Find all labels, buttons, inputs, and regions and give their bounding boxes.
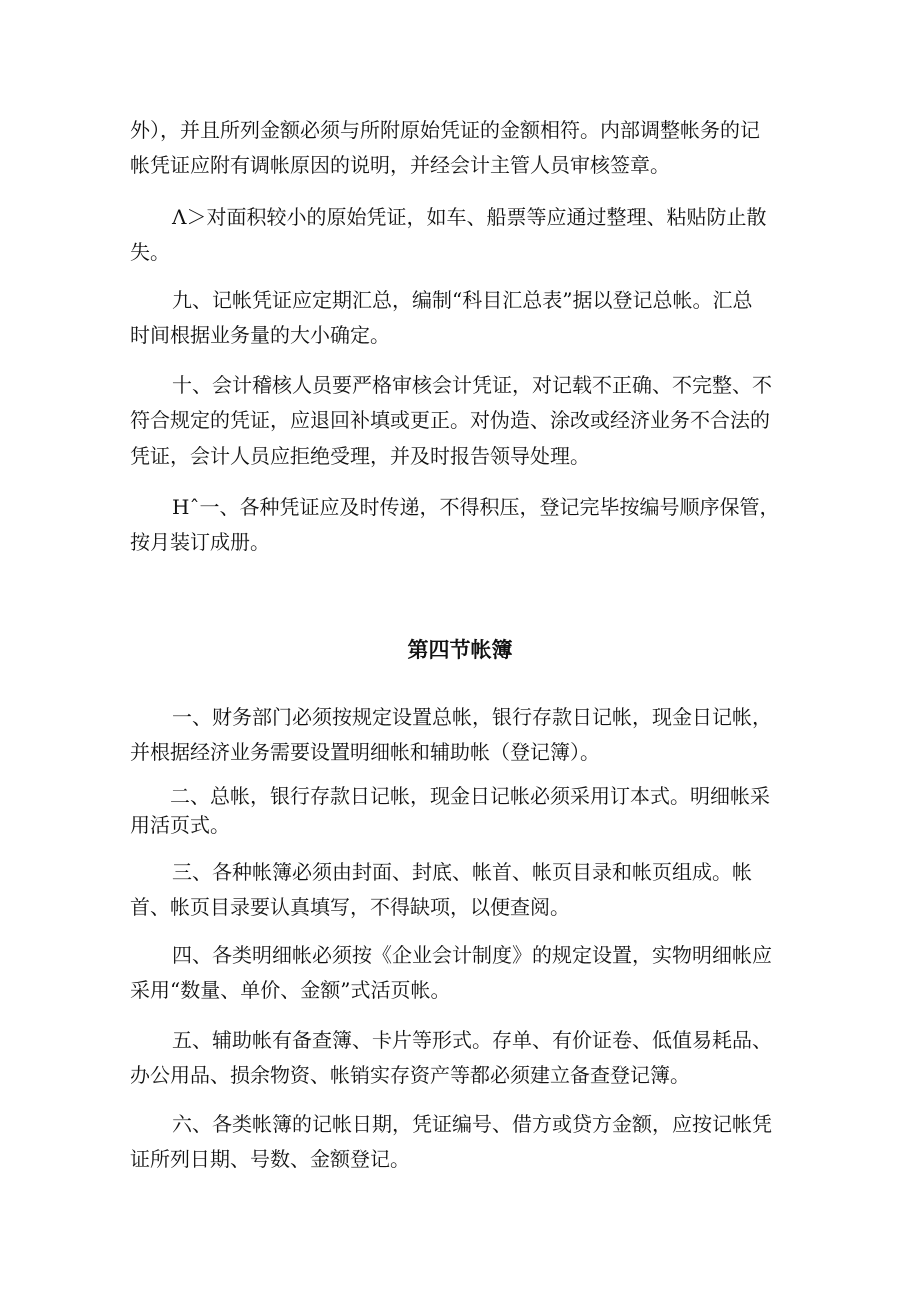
paragraph-line: 办公用品、损余物资、帐销实存资产等都必须建立备查登记簿。 bbox=[130, 1063, 690, 1087]
paragraph-line: 证所列日期、号数、金额登记。 bbox=[130, 1147, 410, 1171]
paragraph-line: 首、帐页目录要认真填写，不得缺项，以便查阅。 bbox=[130, 895, 570, 919]
paragraph-line: 用活页式。 bbox=[130, 813, 230, 837]
paragraph-line: 二、总帐，银行存款日记帐，现金日记帐必须采用订本式。明细帐采 bbox=[170, 784, 770, 808]
paragraph-line: Hˆ一、各种凭证应及时传递，不得积压，登记完毕按编号顺序保管， bbox=[172, 495, 780, 519]
paragraph-line: 符合规定的凭证，应退回补填或更正。对伪造、涂改或经济业务不合法的 bbox=[130, 408, 770, 432]
paragraph-line: 并根据经济业务需要设置明细帐和辅助帐（登记簿）。 bbox=[130, 740, 600, 764]
paragraph-line: 失。 bbox=[130, 240, 170, 264]
paragraph-line: 六、各类帐簿的记帐日期，凭证编号、借方或贷方金额，应按记帐凭 bbox=[172, 1112, 772, 1136]
paragraph-line: 外），并且所列金额必须与所附原始凭证的金额相符。内部调整帐务的记 bbox=[130, 118, 760, 142]
paragraph-line: 四、各类明细帐必须按《企业会计制度》的规定设置，实物明细帐应 bbox=[172, 943, 772, 967]
paragraph-line: 五、辅助帐有备查簿、卡片等形式。存单、有价证卷、低值易耗品、 bbox=[172, 1028, 772, 1052]
paragraph-line: 帐凭证应附有调帐原因的说明，并经会计主管人员审核签章。 bbox=[130, 153, 670, 177]
paragraph-line: 九、记帐凭证应定期汇总，编制“科目汇总表”据以登记总帐。汇总 bbox=[172, 288, 753, 312]
paragraph-line: Λ＞对面积较小的原始凭证，如车、船票等应通过整理、粘贴防止散 bbox=[172, 205, 767, 229]
paragraph-line: 采用“数量、单价、金额”式活页帐。 bbox=[130, 978, 451, 1002]
paragraph-line: 凭证，会计人员应拒绝受理，并及时报告领导处理。 bbox=[130, 444, 590, 468]
paragraph-line: 一、财务部门必须按规定设置总帐，银行存款日记帐，现金日记帐， bbox=[172, 705, 772, 729]
paragraph-line: 三、各种帐簿必须由封面、封底、帐首、帐页目录和帐页组成。帐 bbox=[172, 860, 752, 884]
paragraph-line: 时间根据业务量的大小确定。 bbox=[130, 323, 390, 347]
paragraph-line: 十、会计稽核人员要严格审核会计凭证，对记载不正确、不完整、不 bbox=[172, 373, 772, 397]
paragraph-line: 按月装订成册。 bbox=[130, 530, 270, 554]
section-title: 第四节帐簿 bbox=[407, 637, 513, 662]
